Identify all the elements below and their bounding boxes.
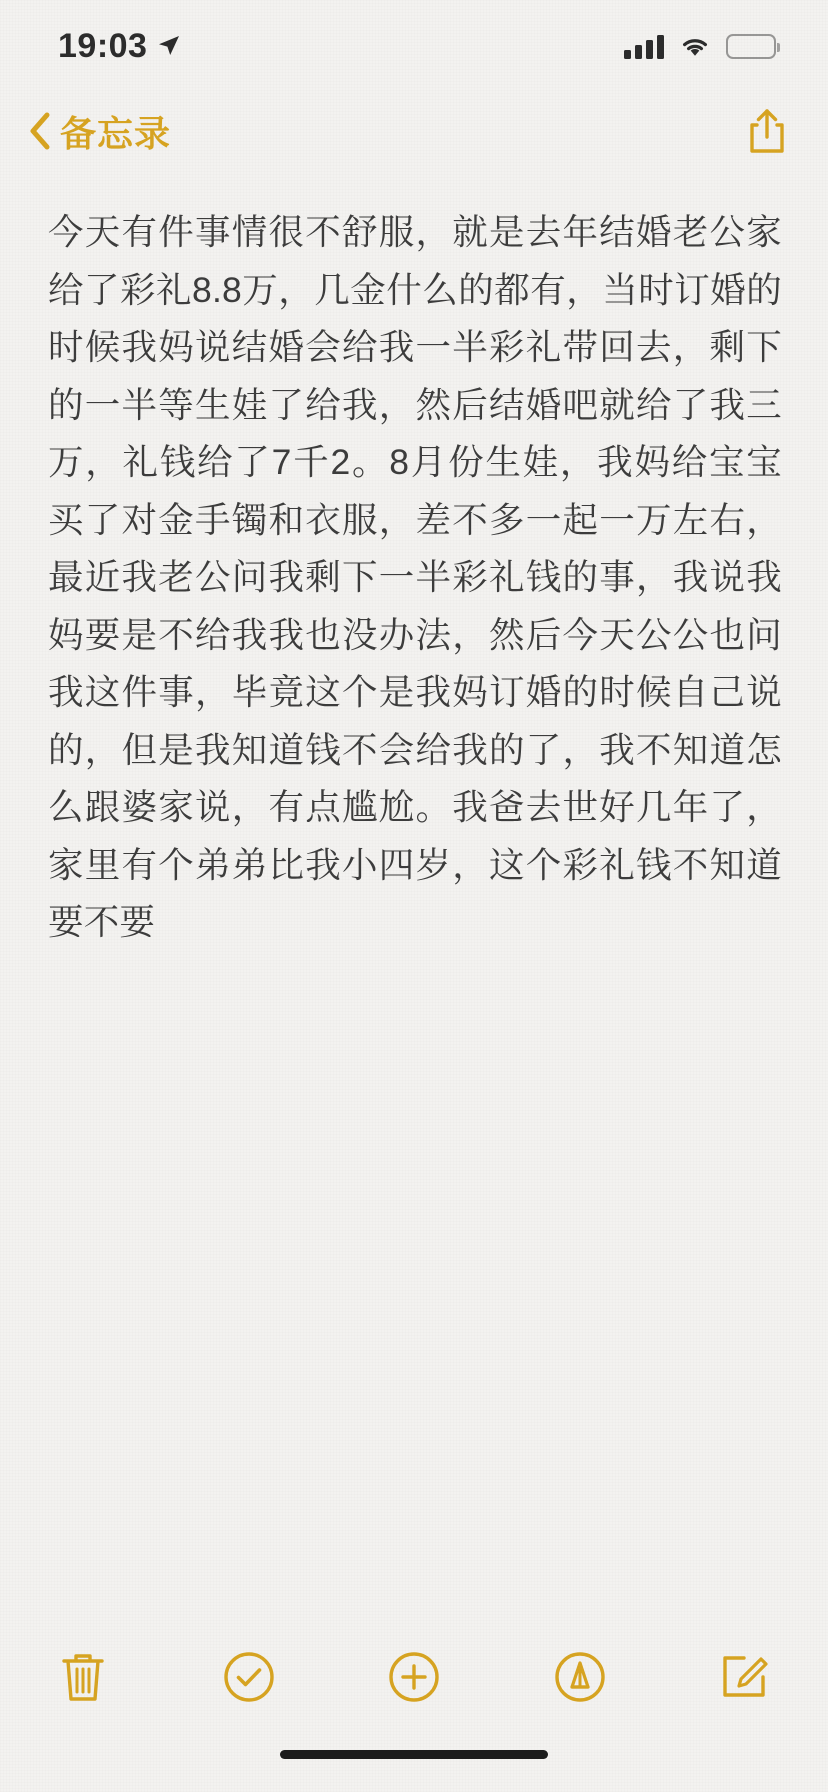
markup-button[interactable] <box>549 1646 611 1708</box>
home-indicator-area <box>0 1736 828 1792</box>
add-attachment-button[interactable] <box>383 1646 445 1708</box>
plus-circle-icon <box>386 1649 442 1705</box>
status-bar-right <box>624 33 776 59</box>
delete-button[interactable] <box>52 1646 114 1708</box>
share-button[interactable] <box>746 107 788 155</box>
checkmark-circle-icon <box>221 1649 277 1705</box>
note-content-area[interactable] <box>0 170 828 1618</box>
markup-pen-circle-icon <box>552 1649 608 1705</box>
chevron-left-icon <box>28 112 50 150</box>
navigation-bar <box>0 92 828 170</box>
battery-icon <box>726 34 776 59</box>
wifi-icon <box>678 33 712 59</box>
status-bar <box>0 0 828 92</box>
new-note-button[interactable] <box>714 1646 776 1708</box>
cellular-signal-icon <box>624 33 664 59</box>
status-bar-left <box>58 29 181 63</box>
location-arrow-icon <box>157 34 181 58</box>
back-button[interactable] <box>28 106 171 157</box>
trash-icon <box>58 1649 108 1705</box>
note-text[interactable]: 今天有件事情很不舒服，就是去年结婚老公家给了彩礼8.8万，几金什么的都有，当时订婚的时候我妈说结婚会给我一半彩礼带回去，剩下的一半等生娃了给我，然后结婚吧就给了我三万，礼钱给了7千2。8月份生娃，我妈给宝宝买了对金手镯和衣服，差不多一起一万左右，最近我老公问我剩下一半彩礼钱的事，我说我妈要是不给我我也没办法，然后今天公公也问我这件事，毕竟这个是我妈订婚的时候自己说的，但是我知道钱不会给我的了，我不知道怎么跟婆家说，有点尴尬。我爸去世好几年了，家里有个弟弟比我小四岁，这个彩礼钱不知道要不要 <box>48 212 782 942</box>
home-indicator[interactable] <box>280 1750 548 1759</box>
bottom-toolbar <box>0 1618 828 1736</box>
compose-icon <box>717 1649 773 1705</box>
status-bar-time: 19:03 <box>58 27 148 65</box>
back-button-label: 备忘录 <box>60 112 172 154</box>
checklist-button[interactable] <box>218 1646 280 1708</box>
